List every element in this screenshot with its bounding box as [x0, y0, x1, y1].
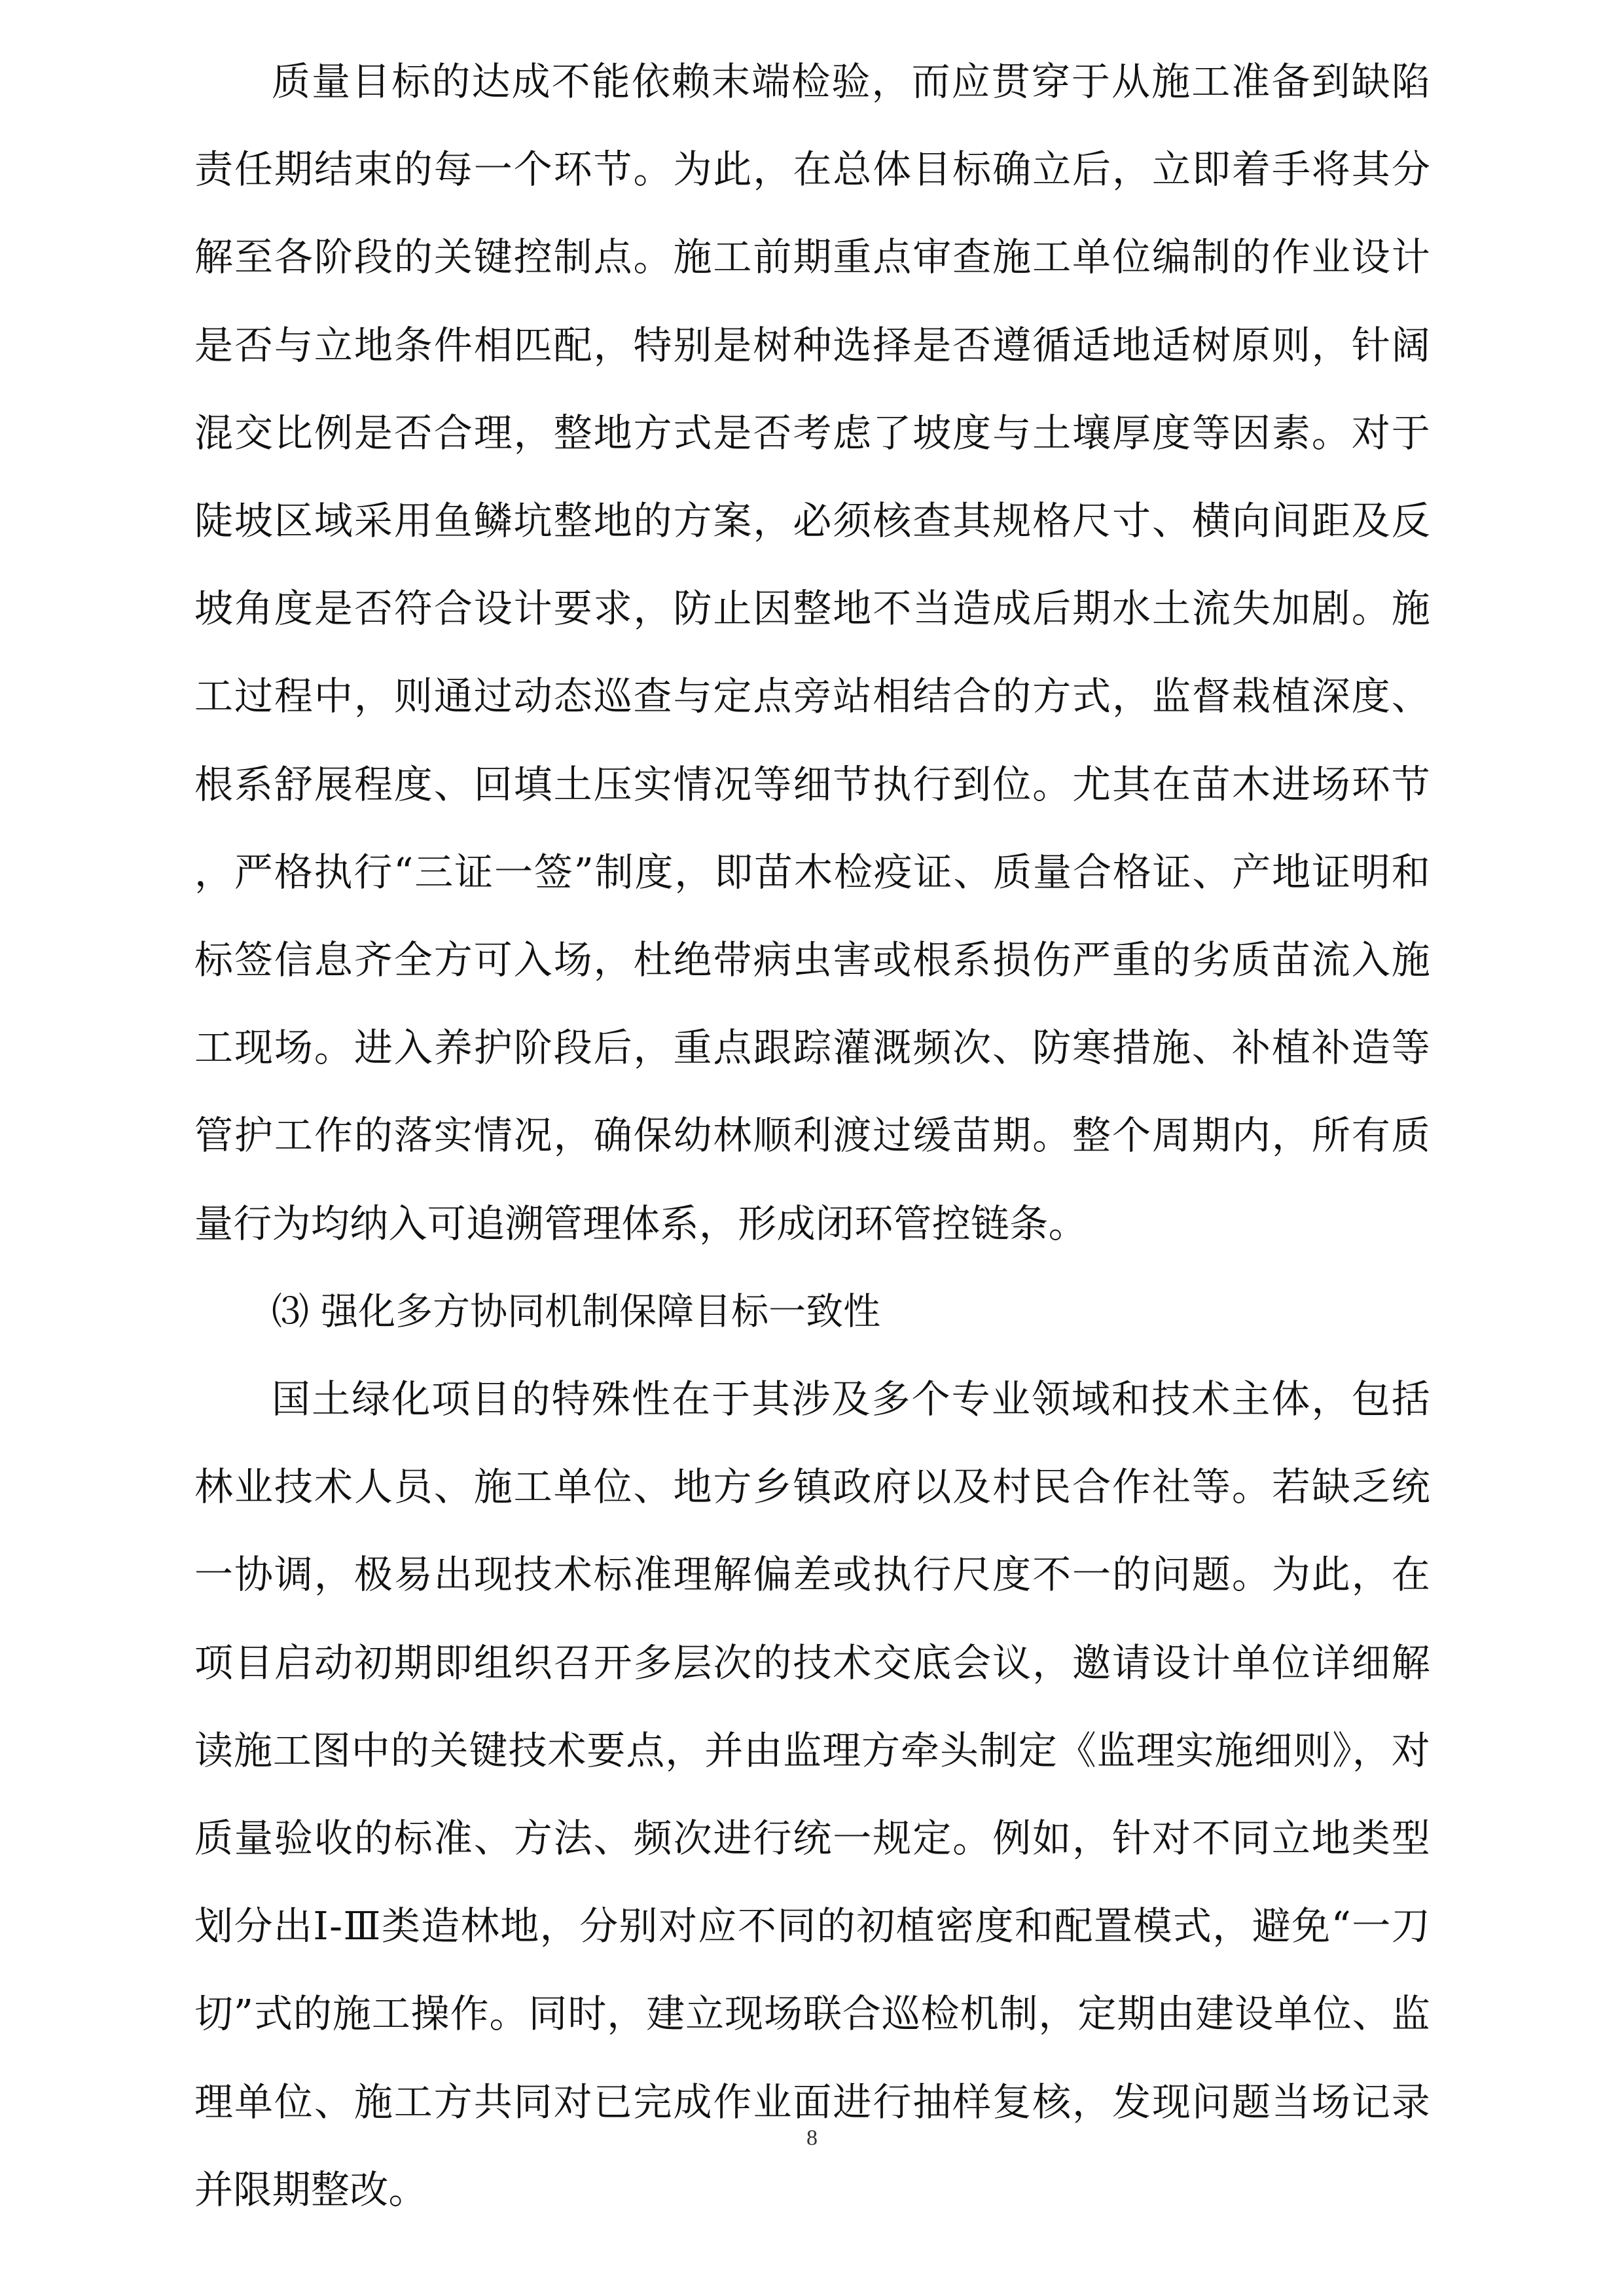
section-heading: ⑶ 强化多方协同机制保障目标一致性 [272, 1289, 881, 1333]
body-text [194, 38, 1430, 2234]
paragraph-quality-control-process: 质量目标的达成不能依赖末端检验，而应贯穿于从施工准备到缺陷责任期结束的每一个环节。为此，在总体目标确立后，立即着手将其分解至各阶段的关键控制点。施工前期重点审查施工单位编制的作业设计是否与立地条件相匹配，特别是树种选择是否遵循适地适树原则，针阔混交比例是否合理，整地方式是否考虑了坡度与土壤厚度等因素。对于陡坡区域采用鱼鳞坑整地的方案，必须核查其规格尺寸、横向间距及反坡角度是否符合设计要求，防止因整地不当造成后期水土流失加剧。施工过程中，则通过动态巡查与定点旁站相结合的方式，监督栽植深度、根系舒展程度、回填土压实情况等细节执行到位。尤其在苗木进场环节，严格执行“三证一签”制度，即苗木检疫证、质量合格证、产地证明和标签信息齐全方可入场，杜绝带病虫害或根系损伤严重的劣质苗流入施工现场。进入养护阶段后，重点跟踪灌溉频次、防寒措施、补植补造等管护工作的落实情况，确保幼林顺利渡过缓苗期。整个周期内，所有质量行为均纳入可追溯管理体系，形成闭环管控链条。 [194, 59, 1430, 1246]
page-number: 8 [806, 2126, 818, 2150]
paragraph-multi-party-coordination: 国土绿化项目的特殊性在于其涉及多个专业领域和技术主体，包括林业技术人员、施工单位、地方乡镇政府以及村民合作社等。若缺乏统一协调，极易出现技术标准理解偏差或执行尺度不一的问题。为此，在项目启动初期即组织召开多层次的技术交底会议，邀请设计单位详细解读施工图中的关键技术要点，并由监理方牵头制定《监理实施细则》，对质量验收的标准、方法、频次进行统一规定。例如，针对不同立地类型划分出Ⅰ-Ⅲ类造林地，分别对应不同的初植密度和配置模式，避免“一刀切”式的施工操作。同时，建立现场联合巡检机制，定期由建设单位、监理单位、施工方共同对已完成作业面进行抽样复核，发现问题当场记录并限期整改。 [194, 1376, 1430, 2212]
